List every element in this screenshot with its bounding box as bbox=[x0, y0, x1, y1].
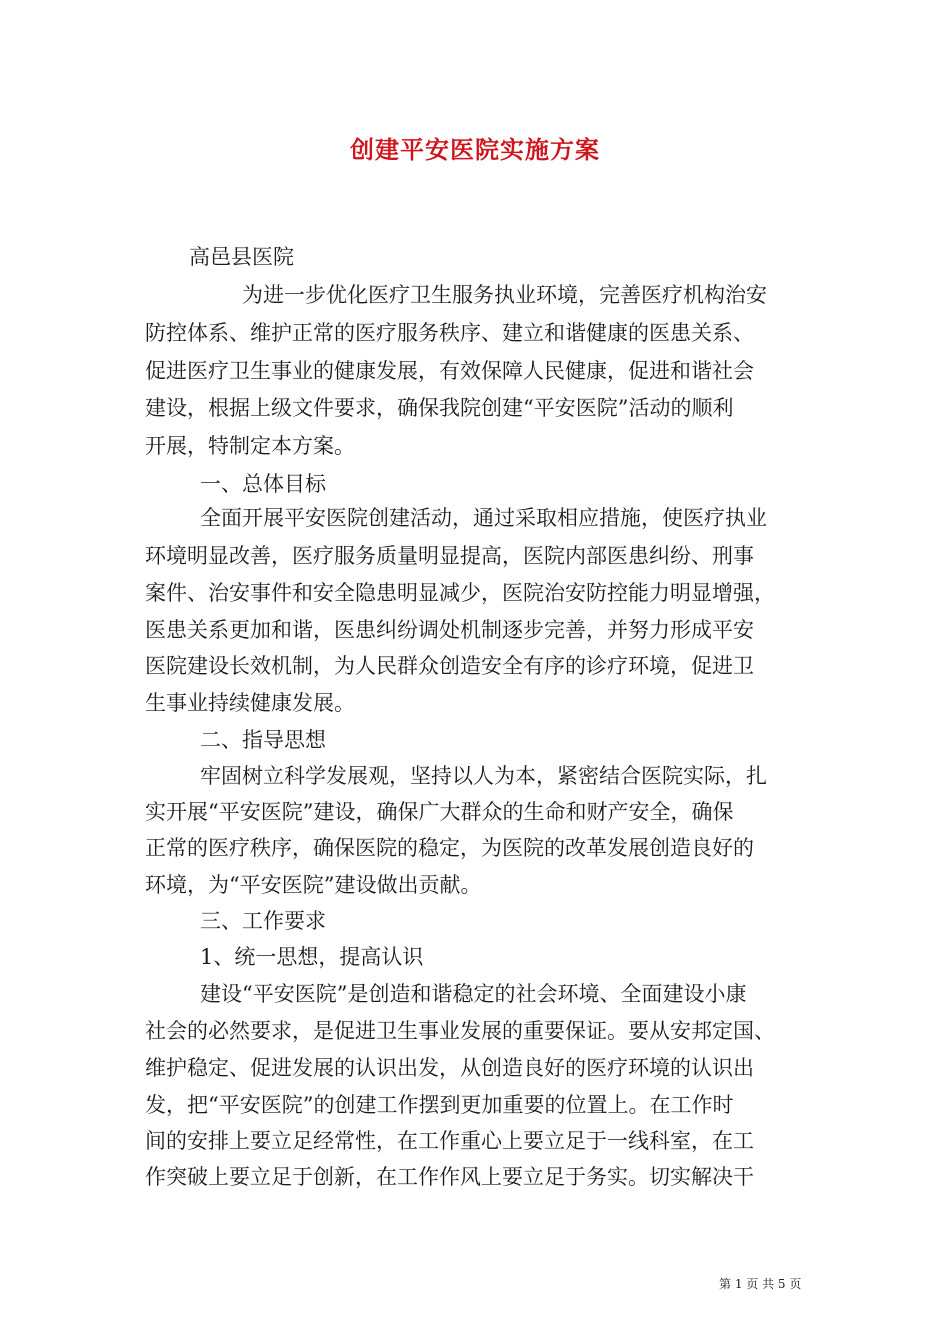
paragraph-line: 正常的医疗秩序，确保医院的稳定，为医院的改革发展创造良好的 bbox=[145, 836, 754, 860]
paragraph-line: 医患关系更加和谐，医患纠纷调处机制逐步完善，并努力形成平安 bbox=[145, 618, 754, 642]
paragraph-line: 防控体系、维护正常的医疗服务秩序、建立和谐健康的医患关系、 bbox=[145, 321, 754, 345]
paragraph-line: 环境，为“平安医院”建设做出贡献。 bbox=[145, 873, 482, 897]
paragraph-line: 案件、治安事件和安全隐患明显减少，医院治安防控能力明显增强， bbox=[145, 581, 775, 605]
section-heading: 一、总体目标 bbox=[200, 472, 326, 496]
paragraph-line: 开展，特制定本方案。 bbox=[145, 434, 355, 458]
paragraph-line: 实开展“平安医院”建设，确保广大群众的生命和财产安全，确保 bbox=[145, 800, 734, 824]
paragraph-line: 医院建设长效机制，为人民群众创造安全有序的诊疗环境，促进卫 bbox=[145, 654, 754, 678]
paragraph-line: 发，把“平安医院”的创建工作摆到更加重要的位置上。在工作时 bbox=[145, 1093, 734, 1117]
paragraph-line: 建设“平安医院”是创造和谐稳定的社会环境、全面建设小康 bbox=[200, 982, 747, 1006]
section-heading: 三、工作要求 bbox=[200, 909, 326, 933]
author-line: 高邑县医院 bbox=[189, 245, 294, 269]
paragraph-line: 作突破上要立足于创新，在工作作风上要立足于务实。切实解决干 bbox=[145, 1165, 754, 1189]
paragraph-line: 牢固树立科学发展观，坚持以人为本，紧密结合医院实际，扎 bbox=[200, 764, 767, 788]
paragraph-line: 生事业持续健康发展。 bbox=[145, 691, 355, 715]
paragraph-line: 间的安排上要立足经常性，在工作重心上要立足于一线科室，在工 bbox=[145, 1129, 754, 1153]
section-heading: 二、指导思想 bbox=[200, 728, 326, 752]
subsection-heading: 1、统一思想，提高认识 bbox=[200, 945, 424, 969]
page-number: 第 1 页 共 5 页 bbox=[719, 1277, 802, 1291]
paragraph-line: 维护稳定、促进发展的认识出发，从创造良好的医疗环境的认识出 bbox=[145, 1056, 754, 1080]
document-title: 创建平安医院实施方案 bbox=[350, 135, 600, 164]
paragraph-line: 促进医疗卫生事业的健康发展，有效保障人民健康，促进和谐社会 bbox=[145, 359, 754, 383]
paragraph-line: 全面开展平安医院创建活动，通过采取相应措施，使医疗执业 bbox=[200, 506, 767, 530]
paragraph-line: 建设，根据上级文件要求，确保我院创建“平安医院”活动的顺利 bbox=[145, 396, 734, 420]
paragraph-line: 环境明显改善，医疗服务质量明显提高，医院内部医患纠纷、刑事 bbox=[145, 544, 754, 568]
paragraph-line: 社会的必然要求，是促进卫生事业发展的重要保证。要从安邦定国、 bbox=[145, 1019, 775, 1043]
paragraph-line: 为进一步优化医疗卫生服务执业环境，完善医疗机构治安 bbox=[242, 283, 767, 307]
